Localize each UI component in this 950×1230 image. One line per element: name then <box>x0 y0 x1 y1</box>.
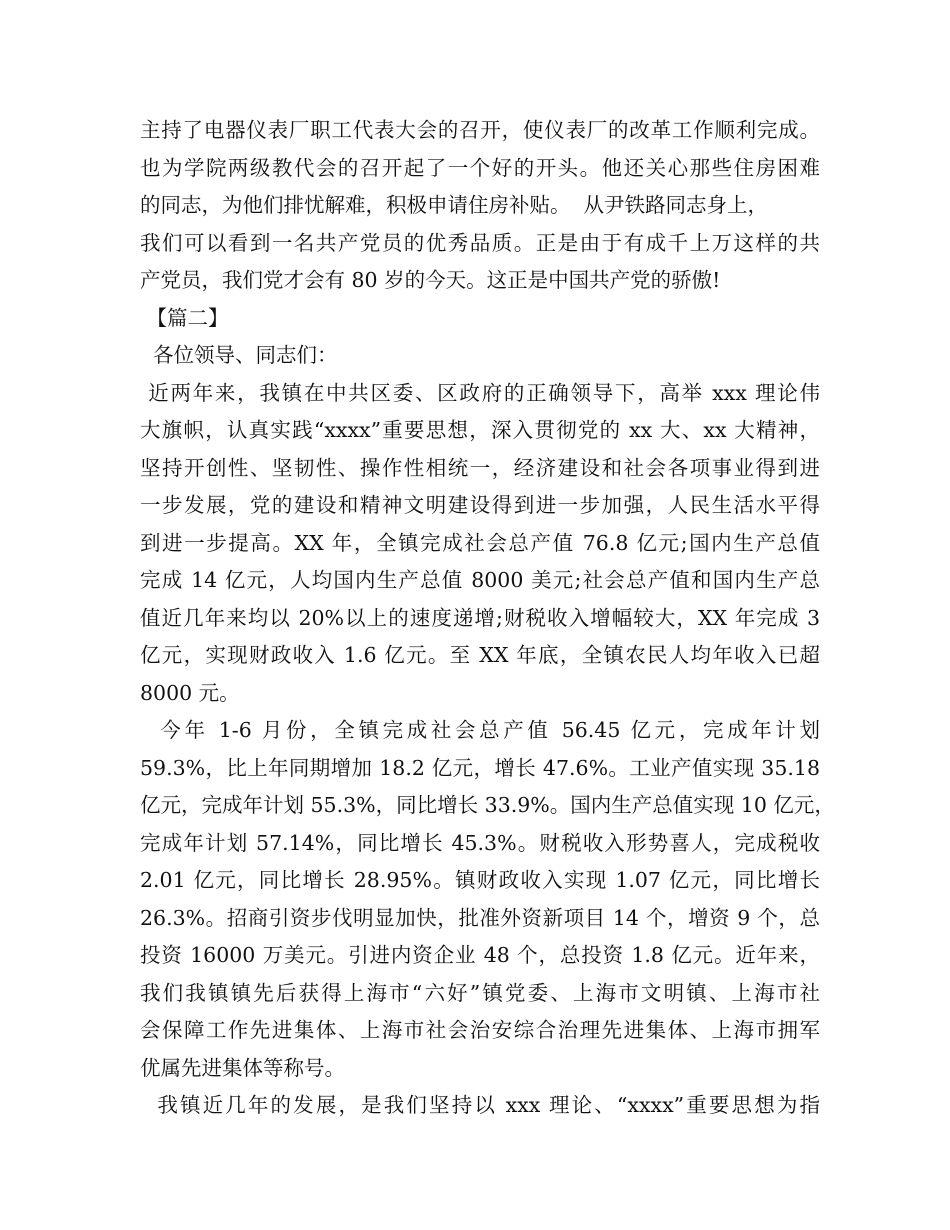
text-line: 各位领导、同志们： <box>140 343 338 367</box>
text-line: 优属先进集体等称号。 <box>140 1055 345 1080</box>
text-line: 59.3%，比上年同期增加 18.2 亿元，增长 47.6%。工业产值实现 35.18 <box>140 755 820 780</box>
text-line: 到进一步提高。XX 年，全镇完成社会总产值 76.8 亿元;国内生产总值 <box>140 530 820 555</box>
document-body <box>140 112 835 1125</box>
text-line: 的同志，为他们排忧解难，积极申请住房补贴。 从尹铁路同志身上， <box>140 193 769 217</box>
text-line: 8000 元。 <box>140 680 240 705</box>
text-line: 值近几年来均以 20%以上的速度递增;财税收入增幅较大，XX 年完成 3 <box>140 605 820 630</box>
text-line: 也为学院两级教代会的召开起了一个好的开头。他还关心那些住房困难 <box>140 155 820 180</box>
text-line: 坚持开创性、坚韧性、操作性相统一，经济建设和社会各项事业得到进 <box>140 455 820 480</box>
text-line: 近两年来，我镇在中共区委、区政府的正确领导下，高举 xxx 理论伟 <box>140 380 820 405</box>
text-line: 主持了电器仪表厂职工代表大会的召开，使仪表厂的改革工作顺利完成。 <box>140 118 820 142</box>
text-line: 投资 16000 万美元。引进内资企业 48 个，总投资 1.8 亿元。近年来， <box>140 943 820 967</box>
text-line: 完成 14 亿元，人均国内生产总值 8000 美元;社会总产值和国内生产总 <box>140 568 820 592</box>
text-line: 26.3%。招商引资步伐明显加快，批准外资新项目 14 个，增资 9 个，总 <box>140 905 820 930</box>
text-line: 亿元，实现财政收入 1.6 亿元。至 XX 年底，全镇农民人均年收入已超 <box>140 643 820 667</box>
text-line: 产党员，我们党才会有 80 岁的今天。这正是中国共产党的骄傲! <box>140 268 721 292</box>
text-line: 完成年计划 57.14%，同比增长 45.3%。财税收入形势喜人，完成税收 <box>140 830 820 855</box>
text-line: 【篇二】 <box>140 305 229 330</box>
text-line: 我镇近几年的发展，是我们坚持以 xxx 理论、“xxxx”重要思想为指 <box>140 1093 820 1117</box>
text-line: 会保障工作先进集体、上海市社会治安综合治理先进集体、上海市拥军 <box>140 1018 820 1042</box>
text-line: 今年 1-6 月份，全镇完成社会总产值 56.45 亿元，完成年计划 <box>140 718 820 742</box>
text-line: 大旗帜，认真实践“xxxx”重要思想，深入贯彻党的 xx 大、xx 大精神， <box>140 418 820 442</box>
text-line: 我们可以看到一名共产党员的优秀品质。正是由于有成千上万这样的共 <box>140 230 820 255</box>
text-line: 我们我镇镇先后获得上海市“六好”镇党委、上海市文明镇、上海市社 <box>140 980 820 1005</box>
text-line: 一步发展，党的建设和精神文明建设得到进一步加强，人民生活水平得 <box>140 493 820 517</box>
text-line: 亿元，完成年计划 55.3%，同比增长 33.9%。国内生产总值实现 10 亿元， <box>140 793 835 817</box>
text-line: 2.01 亿元，同比增长 28.95%。镇财政收入实现 1.07 亿元，同比增长 <box>140 868 820 892</box>
